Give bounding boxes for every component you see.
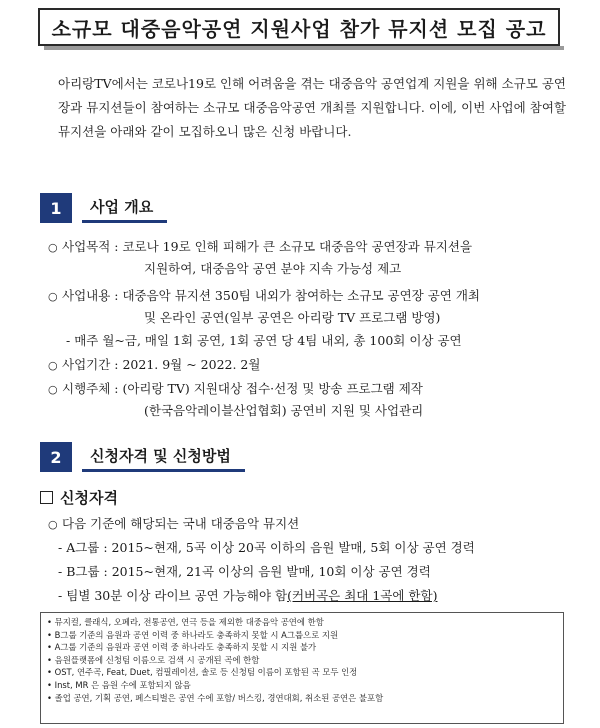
note-item: • Inst, MR 은 음원 수에 포함되지 않음: [47, 679, 191, 690]
circle-bullet-icon: ○: [48, 290, 58, 303]
agency-line-1: ○ 시행주체 : (아리랑 TV) 지원대상 접수·선정 및 방송 프로그램 제작: [48, 378, 423, 401]
note-item: • 뮤지컬, 클래식, 오페라, 전통공연, 연극 등을 제외한 대중음악 공연에 한함: [47, 617, 324, 627]
section-1-label: 사업 개요: [82, 193, 167, 223]
group-a-line: - A그룹 : 2015~현재, 5곡 이상 20곡 이하의 음원 발매, 5회 이상 공연 경력: [58, 540, 475, 555]
team-requirement-line: - 팀별 30분 이상 라이브 공연 가능해야 함(커버곡은 최대 1곡에 한함): [58, 588, 438, 603]
note-item: • 졸업 공연, 기획 공연, 페스티벌은 공연 수에 포함/ 버스킹, 경연대회, 취소된 공연은 불포함: [47, 692, 384, 703]
period-line: ○ 사업기간 : 2021. 9월 ~ 2022. 2월: [48, 354, 260, 377]
circle-bullet-icon: ○: [48, 241, 58, 254]
note-item: • OST, 연주곡, Feat, Duet, 컴필레이션, 솔로 등 신청팀 이름이 포함된 곡 모두 인정: [47, 667, 358, 678]
notes-box: [40, 612, 564, 724]
purpose-line-2: 지원하여, 대중음악 공연 분야 지속 가능성 제고: [144, 261, 402, 276]
content-line-2: 및 온라인 공연(일부 공연은 아리랑 TV 프로그램 방영): [144, 310, 441, 325]
note-item: • B그룹 기준의 음원과 공연 이력 중 하나라도 충족하지 못할 시 A그룹으로 지원: [47, 629, 339, 640]
section-1-number: 1: [40, 193, 72, 223]
note-item: • 음원플랫폼에 신청팀 이름으로 검색 시 공개된 곡에 한함: [47, 654, 260, 665]
notice-title: 소규모 대중음악공연 지원사업 참가 뮤지션 모집 공고: [38, 8, 560, 46]
note-item: • A그룹 기준의 음원과 공연 이력 중 하나라도 충족하지 못할 시 지원 불가: [47, 642, 317, 653]
content-line-1: ○ 사업내용 : 대중음악 뮤지션 350팀 내외가 참여하는 소규모 공연장 공연 개최: [48, 285, 480, 308]
section-1-header: [40, 193, 167, 223]
section-2-number: 2: [40, 442, 72, 472]
eligibility-subtitle: 신청자격: [40, 487, 118, 508]
group-b-line: - B그룹 : 2015~현재, 21곡 이상의 음원 발매, 10회 이상 공연 경력: [58, 564, 431, 579]
checkbox-square-icon: [40, 491, 53, 504]
circle-bullet-icon: ○: [48, 518, 58, 531]
purpose-line-1: ○ 사업목적 : 코로나 19로 인해 피해가 큰 소규모 대중음악 공연장과 뮤지션을: [48, 236, 472, 259]
intro-paragraph: 아리랑TV에서는 코로나19로 인해 어려움을 겪는 대중음악 공연업계 지원을 위해 소규모 공연장과 뮤지션들이 참여하는 소규모 대중음악공연 개최를 지원합니다. 이에, 이번 사업에 참여할 뮤지션을 아래와 같이 모집하오니 많은 신청 바랍니다.: [58, 76, 566, 139]
content-line-3: - 매주 월~금, 매일 1회 공연, 1회 공연 당 4팀 내외, 총 100회 이상 공연: [66, 333, 462, 348]
criteria-line: ○ 다음 기준에 해당되는 국내 대중음악 뮤지션: [48, 513, 299, 536]
circle-bullet-icon: ○: [48, 383, 58, 396]
circle-bullet-icon: ○: [48, 359, 58, 372]
section-2-header: [40, 442, 245, 472]
section-2-label: 신청자격 및 신청방법: [82, 442, 245, 472]
agency-line-2: (한국음악레이블산업협회) 공연비 지원 및 사업관리: [144, 403, 424, 418]
